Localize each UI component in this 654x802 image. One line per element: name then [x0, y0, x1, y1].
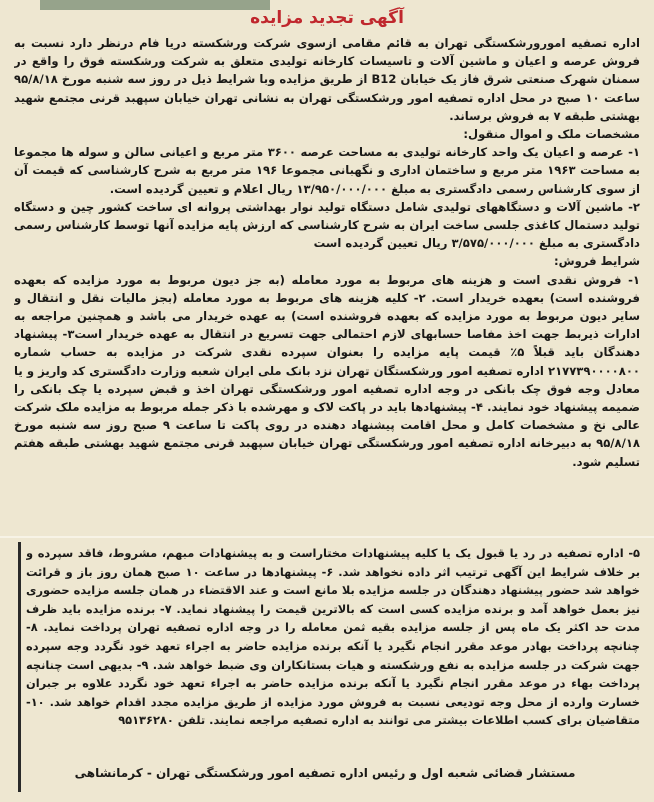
- ad-intro: اداره تصفیه امورورشکستگی تهران به قائم مقامی ازسوی شرکت ورشکسته دریا فام درنظر دارد نسبت به فروش عرصه و اعیان و ماشین آلات و تاسیسات کارخانه تولیدی متعلق به شرکت ورشکسته فوق را واقع در سمنان شهرک صنعتی شرق فاز یک خیابان B12 از طریق مزایده وبا شرایط ذیل در روز سه شنبه مورخ ۹۵/۸/۱۸ ساعت ۱۰ صبح در محل اداره تصفیه امور ورشکستگی تهران به نشانی تهران خیابان سپهبد قرنی مجتمع شهید بهشتی طبقه ۷ به فروش برساند.: [14, 36, 640, 123]
- column-break: [0, 536, 654, 538]
- ad-body-top: [14, 34, 640, 534]
- ad-body-bottom: [26, 544, 640, 744]
- conditions-heading: شرایط فروش:: [553, 254, 640, 269]
- column-rule: [18, 542, 21, 792]
- ad-title: آگهی تجدید مزایده: [250, 8, 404, 28]
- specs-heading: مشخصات ملک و اموال منقول:: [463, 127, 640, 142]
- item-1: ۱- عرصه و اعیان یک واحد کارخانه تولیدی به مساحت عرصه ۳۶۰۰ متر مربع و اعیانی سالن و سوله ها مجموعا به مساحت ۱۹۶۳ متر مربع و ساختمان اداری و نگهبانی مجموعا ۱۹۶ متر مربع به شرح کارشناسی که قیمت آن از سوی کارشناس رسمی دادگستری به مبلغ ۱۳/۹۵۰/۰۰۰/۰۰۰ ریال اعلام و تعیین گردیده است.: [14, 145, 640, 196]
- conditions-continued: ۵- اداره تصفیه در رد یا قبول یک یا کلیه پیشنهادات مختاراست و به پیشنهادات مبهم، مشروط، فاقد سپرده و بر خلاف شرایط این آگهی ترتیب اثر داده نخواهد شد. ۶- پیشنهادها در ساعت ۱۰ صبح همان روز باز و قرائت خواهد شد حضور پیشنهاد دهندگان در جلسه مزایده بلا مانع است و عند الاقتضاء در همان جلسه مزایده حضوری نیز بعمل خواهد آمد و برنده مزایده کسی است که بالاترین قیمت را پیشنهاد نماید. ۷- برنده مزایده باید ظرف مدت حد اکثر یک ماه پس از جلسه مزایده بقیه ثمن معامله را در وجه اداره تصفیه تهران پرداخت نماید. ۸- چنانچه پرداخت بهادر موعد مقرر انجام نگیرد یا آنکه برنده مزایده حاضر به اجراء تعهد خود نگردد وجه سپرده جهت شرکت در جلسه مزایده به نفع ورشکسته و هیات بستانکاران وی ضبط خواهد شد. ۹- بدیهی است چنانچه پرداخت بهاء در موعد مقرر انجام نگیرد یا آنکه برنده مزایده حاضر به اجراء تعهد خود نگردد علاوه بر جبران خسارت وارده از محل وجه تودیعی نسبت به فروش مورد مزایده از طریق مزایده مجدد اقدام خواهد شد. ۱۰- متقاضیان برای کسب اطلاعات بیشتر می توانند به اداره تصفیه مراجعه نمایند. تلفن ۹۵۱۳۶۲۸۰: [26, 546, 640, 728]
- conditions-text: ۱- فروش نقدی است و هزینه های مربوط به مورد معامله (به جز دیون مربوط به مورد مزایده که بعهده فروشنده است) بعهده خریدار است. ۲- کلیه هزینه های مربوط به مورد معامله (بجز مالیات نقل و انتقال و سایر دیون مربوط به مورد مزایده که بعهده فروشنده است) به عهده خریدار می باشد و همچنین مراجعه به ادارات ذیربط جهت اخذ مفاصا حسابهای لازم احتمالی جهت تسریع در انتقال به عهده خریدار است۳- پیشنهاد دهندگان باید قبلاً ۵٪ قیمت پایه مزایده را بعنوان سپرده نقدی شرکت در مزایده به حساب شماره ۲۱۷۷۳۹۰۰۰۰۸۰۰ اداره تصفیه امور ورشکستگان تهران نزد بانک ملی ایران شعبه وزارت دادگستری کد واریز و یا معادل وجه فوق چک بانکی در وجه اداره تصفیه امور ورشکستگی تهران اخذ و قبض سپرده یا چک بانکی را ضمیمه پیشنهاد خود نمایند. ۴- پیشنهادها باید در پاکت لاک و مهرشده با ذکر جمله مربوط به مزایده ملک شرکت عالی نخ و مشخصات کامل و محل اقامت پیشنهاد دهنده در روی پاکت تا ساعت ۹ صبح روز سه شنبه مورخ ۹۵/۸/۱۸ به دبیرخانه اداره تصفیه امور ورشکستگی تهران خیابان سپهبد قرنی مجتمع شهید بهشتی طبقه هفتم تسلیم شود.: [14, 272, 640, 469]
- ad-signature: مستشار قضائی شعبه اول و رئیس اداره تصفیه امور ورشکستگی تهران - کرمانشاهی: [74, 766, 576, 780]
- item-2: ۲- ماشین آلات و دستگاههای تولیدی شامل دستگاه تولید نوار بهداشتی پروانه ای ساخت کشور چین و دستگاه تولید دستمال کاغذی جلسی ساخت ایران به شرح کارشناسی که ارزش پایه مزایده آنها توسط کارشناس رسمی دادگستری به مبلغ ۳/۵۷۵/۰۰۰/۰۰۰ ریال تعیین گردیده است: [14, 199, 640, 251]
